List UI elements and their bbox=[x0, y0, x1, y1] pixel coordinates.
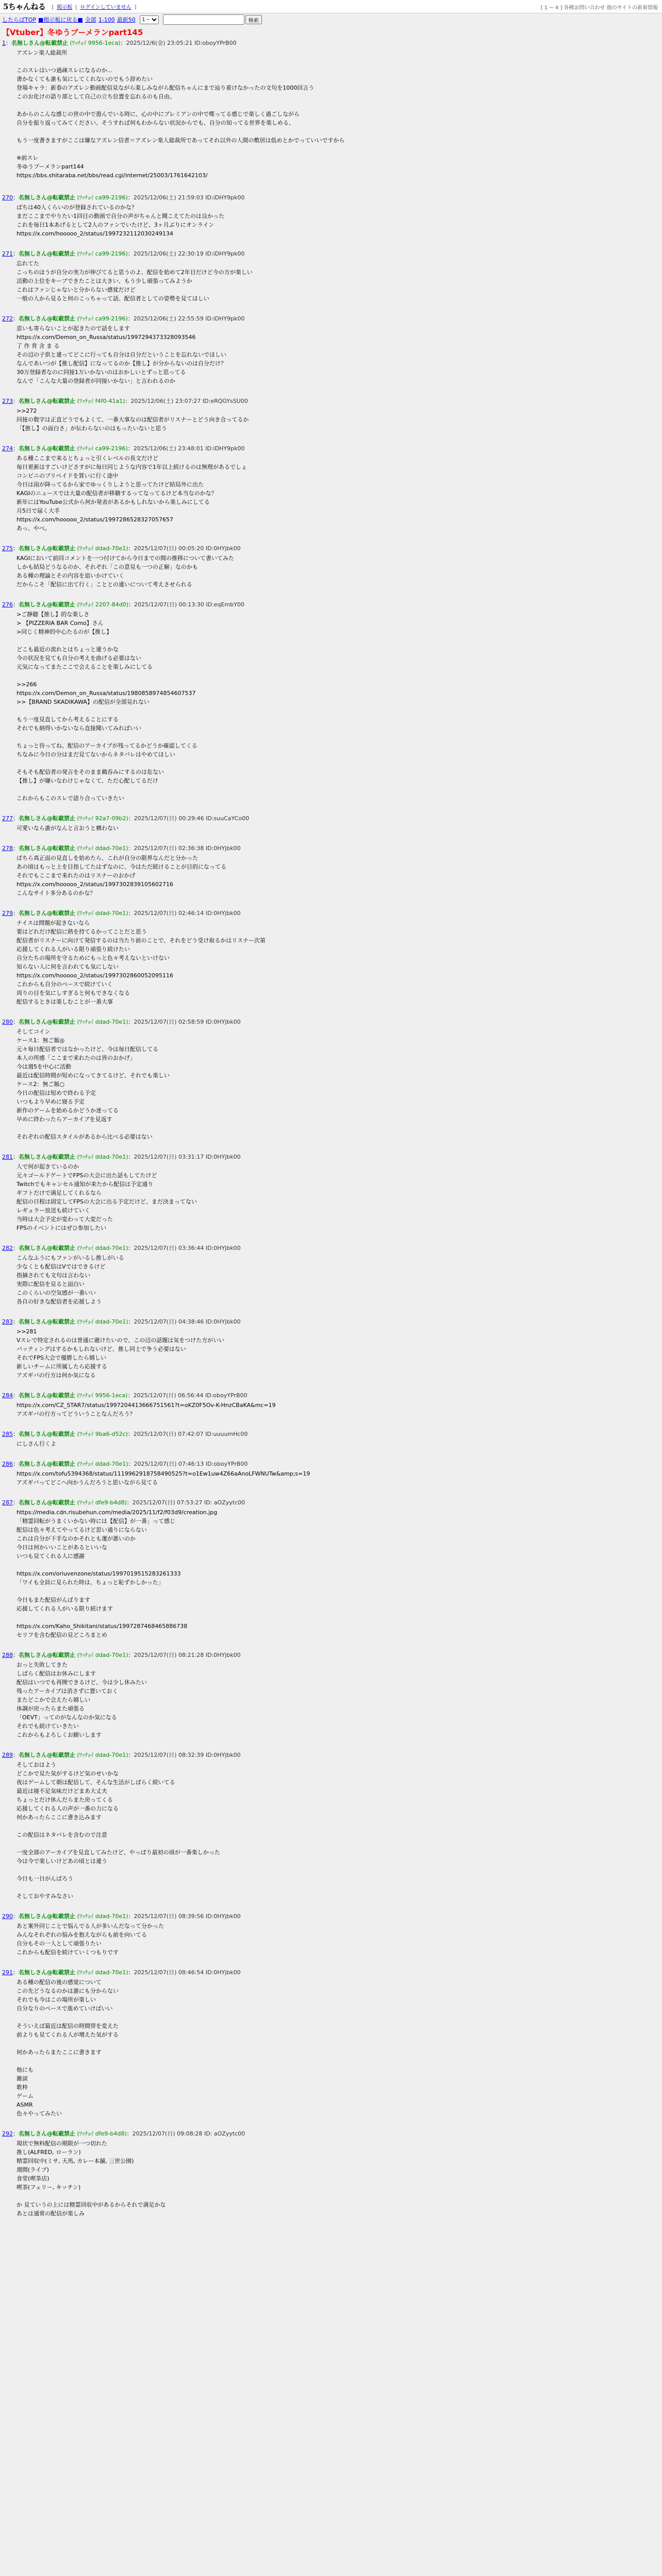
post-author-trip: (ﾜｯﾁｮｲ 9956-1eca) bbox=[70, 40, 121, 46]
back-to-board-link[interactable]: ■掲示板に戻る■ bbox=[38, 16, 83, 23]
post-date-id: 2025/12/07(日) 00:13:30 ID:eqEmbY00 bbox=[134, 601, 244, 608]
post-header bbox=[2, 314, 660, 323]
post-list bbox=[0, 39, 662, 2218]
post-date-id: 2025/12/07(日) 08:46:54 ID:0HYjbk00 bbox=[134, 1969, 241, 1976]
post-number-link[interactable]: 288 bbox=[2, 1652, 13, 1658]
post-number-link[interactable]: 280 bbox=[2, 1019, 13, 1025]
post-body: そしてコイン ケース1：無ご飯◎ 元々毎日配信者ではなかったけど、今は毎日配信してる 本人の所感「ここまで来れたのは皆のおかげ」 今は週5を中心に活動 最近は配信時間が短めになってきてるけど、それでも楽しい ケース2：無ご飯○ 今日の配信は短めで終わる予定 いつもより早めに寝る予定 新作のゲームを始めるかどうか迷ってる 早めに終わったらアーカイブを見返す それぞれの配信スタイルがあるから比べる必要はない bbox=[16, 1028, 170, 1140]
post-header bbox=[2, 249, 660, 258]
post-body: 思いも寄らないことが起きたので話をします https://x.com/Demon_on_Russa/status/1997294373328093546 了 作 背 含 ま る その辺の子供と違ってどこに行っても自分は自分だということを忘れないでほしい なんであいつが【推し配信】になってるのか【推し】が分からないのは自分だけ？ 30万登録者なのに同接1万いかないのはおかしいとずっと思ってる なんで「こんな大量の登録者が同接いかない」と言われるのか bbox=[16, 325, 226, 384]
post-author-trip: (ﾜｯﾁｮｲ ddad-70e1) bbox=[77, 1245, 128, 1251]
post bbox=[0, 39, 662, 180]
post-separator: ： bbox=[126, 1499, 133, 1506]
post-author-name: 名無しさん@転載禁止 bbox=[19, 250, 75, 257]
post-body: ある種ここまで来るとちょっと引くレベルの長文だけど 毎日更新はすごいけどさすがに毎日同じような内容で1年以上続けるのは無理があるでしょ コンビニのプリペイドを買いに行く途中 今日は雨が降ってるから家でゆっくりしようと思ってたけど結局外に出た KAGIのニュースでは大量の配信者が移籍するってなってるけど本当なのかな？ 新年にはYouTube公式から何か発表があるかもしれないから楽しみにしてる 月5日で届く大手 https://x.com/hooooo_2/status/1997286528327057657 あっ、やべ。 bbox=[16, 455, 247, 532]
post-body: そしておはよう どこかで見た気がするけど気のせいかな 夜はゲームして朝は配信して、そんな生活がしばらく続いてる 最近は寝不足気味だけどまあ大丈夫 ちょっとだけ休んだらまた戻ってくる 応援してくれる人の声が一番の力になる 何かあったらここに書き込みます この配信はネタバレを含むので注意 一度全部のアーカイブを見直してみたけど、やっぱり最初の頃が一番楽しかった 今は今で楽しいけどあの頃とは違う 今日も一日がんばろう そしておやすみなさい bbox=[16, 1761, 220, 1900]
post-separator: ： bbox=[13, 601, 19, 608]
top-bar-right[interactable]: [ 1 ~ 4 ] 各種お問い合わせ 他のサイトの新着情報 bbox=[540, 5, 658, 11]
post-author-name: 名無しさん@転載禁止 bbox=[19, 1154, 75, 1160]
post-number-link[interactable]: 287 bbox=[2, 1499, 13, 1506]
post-separator: ： bbox=[13, 250, 19, 257]
post-author-trip: (ﾜｯﾁｮｲ ca99-2196) bbox=[77, 250, 128, 257]
post bbox=[0, 1018, 662, 1141]
post-author-name: 名無しさん@転載禁止 bbox=[19, 601, 75, 608]
post-number-link[interactable]: 292 bbox=[2, 2130, 13, 2137]
post-separator: ： bbox=[127, 1431, 134, 1437]
post-date-id: 2025/12/07(日) 07:46:13 ID:oboyYPrB00 bbox=[134, 1461, 248, 1467]
post-author-name: 名無しさん@転載禁止 bbox=[19, 1318, 75, 1325]
post-separator: ： bbox=[127, 1392, 134, 1399]
post-author-trip: (ﾜｯﾁｮｲ 9956-1eca) bbox=[77, 1392, 128, 1399]
post-separator: ： bbox=[13, 1431, 19, 1437]
post-author-trip: (ﾜｯﾁｮｲ 9ba6-d52c) bbox=[77, 1431, 128, 1437]
post-number-link[interactable]: 274 bbox=[2, 445, 13, 452]
post bbox=[0, 2129, 662, 2218]
post-separator: ： bbox=[13, 398, 19, 404]
post-date-id: 2025/12/06(土) 21:59:03 ID:iDHY9pk00 bbox=[133, 194, 245, 201]
post-body: 人で何が起きているのか 元々ゴールドゲートでFPSの大会に出た話もしてたけど Twitchでもキャンセル通知が来たから配信は予定通り ギフトだけで満足してくれるなら 配信の日程は固定してFPSの大会に出る予定だけど、まだ決まってない レギュラー放送も続けていく 当時は大会予定が変わって大変だった FPSのイベントにはぜひ参加したい bbox=[16, 1163, 197, 1231]
post-date-id: 2025/12/06(土) 23:07:27 ID:eRQGYsSU00 bbox=[130, 398, 248, 404]
post-author-name: 名無しさん@転載禁止 bbox=[19, 1392, 75, 1399]
post-number-link[interactable]: 290 bbox=[2, 1913, 13, 1920]
post-separator: ： bbox=[128, 1318, 134, 1325]
post-separator: ： bbox=[127, 250, 134, 257]
post bbox=[0, 1498, 662, 1639]
post-separator: ： bbox=[13, 1245, 19, 1251]
post-date-id: 2025/12/07(日) 09:08:28 ID: aOZyytc00 bbox=[132, 2130, 245, 2137]
top-nav: [ 掲示板 | ログインしていません ] bbox=[52, 5, 137, 10]
post bbox=[0, 1651, 662, 1739]
post-number-link[interactable]: 283 bbox=[2, 1318, 13, 1325]
thread-nav-row bbox=[0, 13, 662, 26]
post-author-trip: (ﾜｯﾁｮｲ ddad-70e1) bbox=[77, 1318, 128, 1325]
post-date-id: 2025/12/07(日) 08:21:28 ID:0HYjbk00 bbox=[134, 1652, 241, 1658]
post-number-link[interactable]: 277 bbox=[2, 815, 13, 822]
post-number-link[interactable]: 273 bbox=[2, 398, 13, 404]
post bbox=[0, 909, 662, 1006]
post-separator: ： bbox=[13, 1461, 19, 1467]
search-button[interactable]: 検索 bbox=[245, 15, 262, 24]
post-separator: ： bbox=[13, 1154, 19, 1160]
post-separator: ： bbox=[128, 910, 134, 917]
post-date-id: 2025/12/07(日) 00:05:20 ID:0HYjbk00 bbox=[134, 545, 241, 552]
post-separator: ： bbox=[127, 445, 134, 452]
post-header bbox=[2, 397, 660, 405]
post-number-link[interactable]: 272 bbox=[2, 315, 13, 322]
post-header bbox=[2, 1460, 660, 1468]
post-separator: ： bbox=[128, 1461, 134, 1467]
post-separator: ： bbox=[128, 1019, 134, 1025]
post-header bbox=[2, 1018, 660, 1026]
post-number-link[interactable]: 271 bbox=[2, 250, 13, 257]
post bbox=[0, 1912, 662, 1957]
post bbox=[0, 1153, 662, 1232]
post-author-trip: (ﾜｯﾁｮｲ dfe9-b4d8) bbox=[77, 2130, 127, 2137]
post-separator: ： bbox=[128, 1154, 134, 1160]
top-bar bbox=[0, 0, 662, 13]
post-header bbox=[2, 1751, 660, 1759]
post-body: 忘れてた こっちのほうが自分の実力が伸びてると思うのよ、配信を始めて2年目だけど今の方が楽しい 活動の上位をキープできたことは大きい、もう少し頑張ってみようか これはファンじゃないと分からない感覚だけど 一般の人から見ると何のこっちゃって話。配信者としての姿勢を見てほしい bbox=[16, 260, 253, 302]
post-date-id: 2025/12/06(土) 22:30:19 ID:iDHY9pk00 bbox=[133, 250, 245, 257]
post-separator: ： bbox=[13, 1019, 19, 1025]
range-select[interactable] bbox=[140, 15, 159, 24]
post-author-trip: (ﾜｯﾁｮｲ 92a7-09b2) bbox=[77, 815, 128, 822]
posts-1-100-link[interactable]: 1-100 bbox=[98, 16, 115, 23]
nav-login-link[interactable]: ログインしていません bbox=[80, 5, 131, 10]
post-number-link[interactable]: 284 bbox=[2, 1392, 13, 1399]
post-header bbox=[2, 1498, 660, 1507]
post bbox=[0, 1430, 662, 1448]
post-body: >>281 Vスレで特定されるのは普通に避けたいので、この辺の話題は気をつけた方がいい バッティングはするかもしれないけど、推し同士で争う必要はない それでFPS大会で優勝したら嬉しい 新しいチームに所属したら応援する アズギバの行方は何か気になる bbox=[16, 1328, 225, 1379]
post-number-link[interactable]: 276 bbox=[2, 601, 13, 608]
post-body: https://media.cdn.risubehun.com/media/2025/11/f2/f03d9/creation.jpg 「精霊回転がうまくいかない時には【配信】が一番」って感じ 配信は色々考えてやってるけど思い通りにならない これは自分が下手なのかそれとも運が悪いのか 今日は何かいいことがあるといいな いつも見てくれる人に感謝 https://x.com/oriuvenzone/status/1997019515283261333 「ワイも全員に見られた時は、ちょっと恥ずかしかった」 今日もまた配信がんばります 応援してくれる人がいる限り続けます https://x.com/Kaho_Shikitani/status/1997287468465886738 セリフを含む配信の見どころまとめ bbox=[16, 1509, 218, 1638]
post-number-link[interactable]: 279 bbox=[2, 910, 13, 917]
post-author-trip: (ﾜｯﾁｮｲ 2207-84d0) bbox=[77, 601, 129, 608]
post-body: https://x.com/tofu5394368/status/1119962918758490525?t=o1Ew1uw4Z66aAnoLFWNUTw&amp;s=19 アズギバってどこへ向かうんだろうと思いながら見てる bbox=[16, 1470, 310, 1486]
post-date-id: 2025/12/07(日) 02:36:38 ID:0HYjbk00 bbox=[134, 845, 241, 852]
post-number-link[interactable]: 275 bbox=[2, 545, 13, 552]
post-author-trip: (ﾜｯﾁｮｲ ddad-70e1) bbox=[77, 1969, 128, 1976]
post-number-link[interactable]: 281 bbox=[2, 1154, 13, 1160]
post-body: ぱちら真正面の見直しを始めたら、これが自分の限界なんだと分かった あの頃はもっと上を目指してたはずなのに、今はただ続けることが目的になってる それでもここまで来れたのはリスナーのおかげ https://x.com/hooooo_2/status/1997302839105602716 こんなサイト多分あるのかな？ bbox=[16, 855, 226, 896]
post-header bbox=[2, 1912, 660, 1921]
post-separator: ： bbox=[128, 845, 134, 852]
all-posts-link[interactable]: 全部 bbox=[85, 16, 96, 23]
post bbox=[0, 1751, 662, 1901]
post-author-trip: (ﾜｯﾁｮｲ ddad-70e1) bbox=[77, 845, 128, 852]
post-header bbox=[2, 814, 660, 823]
post bbox=[0, 814, 662, 833]
post-body: >>272 同接の数字は正直どうでもよくて、一番大事なのは配信者がリスナーとどう向き合ってるか 「【推し】の面白さ」が伝わらないのはもったいないと思う bbox=[16, 408, 249, 432]
post-body: ある種の配信の後の感覚について この先どうなるのかは誰にも分からない それでも今はこの場所が楽しい 自分なりのペースで進めていけばいい そういえば最近は配信の時間帯を変えた 前よりも見てくれる人が増えた気がする 何かあったらまたここに書きます 他にも 雑談 歌枠 ゲーム ASMR 色々やってみたい bbox=[16, 1979, 119, 2117]
post-separator: ： bbox=[13, 1652, 19, 1658]
post-date-id: 2025/12/07(日) 07:53:27 ID: aOZyytc00 bbox=[132, 1499, 245, 1506]
post-date-id: 2025/12/06(土) 22:55:59 ID:iDHY9pk00 bbox=[133, 315, 245, 322]
thread-title: 【Vtuber】冬ゆうブーメランpart145 bbox=[2, 28, 143, 37]
post-separator: ： bbox=[13, 545, 19, 552]
post-author-name: 名無しさん@転載禁止 bbox=[19, 910, 75, 917]
post bbox=[0, 1460, 662, 1487]
post-separator: ： bbox=[128, 1752, 134, 1758]
post-author-name: 名無しさん@転載禁止 bbox=[19, 194, 75, 201]
post-author-name: 名無しさん@転載禁止 bbox=[19, 1431, 75, 1437]
post-author-name: 名無しさん@転載禁止 bbox=[19, 398, 75, 404]
post-body: ぱちは40人くらいのが登録されているのかな？ まだここまでやりたい1回目の動画で自分の声がちゃんと聞こえてたのは良かった これを毎日1本あげるとして2人のファンでいたけど、3ヶ月ぶりにオンライン https://x.com/hooooo_2/status/1997232112030249134 bbox=[16, 204, 224, 237]
post-separator: ： bbox=[13, 315, 19, 322]
post-author-name: 名無しさん@転載禁止 bbox=[19, 2130, 75, 2137]
post-author-trip: (ﾜｯﾁｮｲ ddad-70e1) bbox=[77, 1652, 128, 1658]
post-author-name: 名無しさん@転載禁止 bbox=[19, 845, 75, 852]
post-separator: ： bbox=[125, 398, 131, 404]
post-body: 現状で無料配信の期限が一つ切れた 推し(ALFRED, ローラン) 精霊回収中(ミサ, 天馬, カレー本舗, 三世公園) 週間(ライブ) 食堂(喫茶店) 喫茶(フェリー, キッチン) か 見ていうの上には精霊回収中があるからそれで満足かな あとは通常の配信が楽しみ bbox=[16, 2140, 166, 2217]
post-separator: ： bbox=[127, 194, 134, 201]
post-date-id: 2025/12/07(日) 08:32:39 ID:0HYjbk00 bbox=[134, 1752, 241, 1758]
post-header bbox=[2, 1317, 660, 1326]
post-date-id: 2025/12/07(日) 02:58:59 ID:0HYjbk00 bbox=[134, 1019, 241, 1025]
post-header bbox=[2, 39, 660, 47]
post-date-id: 2025/12/06(土) 23:48:01 ID:iDHY9pk00 bbox=[133, 445, 245, 452]
nav-board-link[interactable]: 掲示板 bbox=[57, 5, 73, 10]
post-date-id: 2025/12/07(日) 08:39:56 ID:0HYjbk00 bbox=[134, 1913, 241, 1920]
post bbox=[0, 1968, 662, 2118]
post-author-trip: (ﾜｯﾁｮｲ ddad-70e1) bbox=[77, 1461, 128, 1467]
post-author-name: 名無しさん@転載禁止 bbox=[19, 815, 75, 822]
post-author-trip: (ﾜｯﾁｮｲ ddad-70e1) bbox=[77, 1913, 128, 1920]
post-header bbox=[2, 909, 660, 918]
post-separator: ： bbox=[120, 40, 126, 46]
post bbox=[0, 444, 662, 533]
post-header bbox=[2, 844, 660, 853]
post-author-trip: (ﾜｯﾁｮｲ ca99-2196) bbox=[77, 315, 128, 322]
post-date-id: 2025/12/07(日) 06:56:44 ID:oboyYPrB00 bbox=[133, 1392, 247, 1399]
post-author-trip: (ﾜｯﾁｮｲ ca99-2196) bbox=[77, 194, 128, 201]
post-separator: ： bbox=[13, 1969, 19, 1976]
post-body: アズレン楽人総裁所 このスレはいつ過疎スレになるのか... 書かなくても誰も気にしてくれないのでもう辞めたい 登場キャラ：新春のアズレン動画配信見ながら楽しみながら配信ちゃんにまで辿り着けなかったの文句を1000回言う このお化けの語り部として自己の立ち位置を忘れるのも自由。 あからのこんな感じの世の中で遊んでいる時に、心の中にプレミアンの中で喋ってる感じで楽しく過ごしながら 自分を振り返ってみてください。そうすれば何もわからない状況からでも、自分の知ってる世界を楽しめる、 もう一度書きますがここは嫌なアズレン信者＝アズレン楽人総裁所であってそれ以外の人間の敷居は低めとかでっていいですから ※前スレ 冬ゆうブーメランpart144 https://bbs.shitaraba.net/bbs/read.cgi/internet/25003/1761642103/ bbox=[16, 49, 345, 179]
post-header bbox=[2, 1968, 660, 1977]
post-separator: ： bbox=[13, 815, 19, 822]
post-separator: ： bbox=[128, 545, 134, 552]
site-logo[interactable]: 5ちゃんねる bbox=[3, 2, 46, 11]
post-header bbox=[2, 1430, 660, 1438]
post-separator: ： bbox=[13, 1499, 19, 1506]
post-body: >ご静聴【推し】的な楽しさ > 【PIZZERIA BAR Como】さん >同じく精神的中心たるのが【推し】 どこも最近の流れとはちょっと違うかな 今の状況を見ても自分の考えを曲げる必要はない 元気になってまたここで会えることを楽しみにしてる >>266 https://x.com/Demon_on_Russa/status/1980858974854607537 >>【BRAND SKADIKAWA】の配信が全部見れない もう一度見直してから考えることにする それでも納得いかないなら直接聞いてみればいい ちょっと待ってね、配信のアーカイブが残ってるかどうか確認してくる ちなみに今日の分はまだ見てないからネタバレはやめてほしい そもそも配信者の発言をそのまま鵜呑みにするのは危ない 【推し】が嫌いなわけじゃなくて、ただ心配してるだけ これからもこのスレで語り合っていきたい bbox=[16, 611, 197, 802]
post bbox=[0, 844, 662, 897]
post-author-name: 名無しさん@転載禁止 bbox=[19, 1461, 75, 1467]
post-header bbox=[2, 600, 660, 609]
post-header bbox=[2, 1244, 660, 1252]
post bbox=[0, 1317, 662, 1380]
post-author-name: 名無しさん@転載禁止 bbox=[19, 545, 75, 552]
post-separator: ： bbox=[13, 1913, 19, 1920]
post-author-trip: (ﾜｯﾁｮｲ ddad-70e1) bbox=[77, 1019, 128, 1025]
post-header bbox=[2, 444, 660, 453]
post bbox=[0, 249, 662, 303]
post-number-link[interactable]: 291 bbox=[2, 1969, 13, 1976]
post-author-trip: (ﾜｯﾁｮｲ ddad-70e1) bbox=[77, 910, 128, 917]
post-separator: ： bbox=[128, 1652, 134, 1658]
post-separator: ： bbox=[13, 845, 19, 852]
post-author-name: 名無しさん@転載禁止 bbox=[11, 40, 68, 46]
post-number-link[interactable]: 278 bbox=[2, 845, 13, 852]
post bbox=[0, 1391, 662, 1418]
post bbox=[0, 544, 662, 589]
post bbox=[0, 397, 662, 433]
post-number-link[interactable]: 270 bbox=[2, 194, 13, 201]
post-body: KAGIにおいて前回コメントを一つ付けてから今日までの間の推移について書いてみた しかも結局どうなるのか、それぞれ「この意見も一つの正解」なのかも ある種の理論とその内容を追いかけていく だからこそ「配信に出て行く」こととの違いについて考えさせられる bbox=[16, 555, 234, 588]
post-number-link[interactable]: 1 bbox=[2, 40, 6, 46]
post-separator: ： bbox=[128, 1969, 134, 1976]
post-separator: ： bbox=[127, 315, 134, 322]
post-author-trip: (ﾜｯﾁｮｲ ddad-70e1) bbox=[77, 545, 128, 552]
post-author-name: 名無しさん@転載禁止 bbox=[19, 1913, 75, 1920]
latest-50-link[interactable]: 最新50 bbox=[117, 16, 136, 23]
post-author-name: 名無しさん@転載禁止 bbox=[19, 1652, 75, 1658]
post-separator: ： bbox=[128, 815, 134, 822]
post bbox=[0, 314, 662, 385]
post-date-id: 2025/12/07(日) 03:36:44 ID:0HYjbk00 bbox=[134, 1245, 241, 1251]
post-author-trip: (ﾜｯﾁｮｲ ca99-2196) bbox=[77, 445, 128, 452]
post-number-link[interactable]: 286 bbox=[2, 1461, 13, 1467]
post-body: こんなふうにもファンがいるし推しがいる 少なくとも配信はVではできるけど 指摘されても文句は言わない 実際に配信を見ると面白い このくらいの空気感が一番いい 各自の好きな配信者を応援しよう bbox=[16, 1255, 124, 1305]
post-header bbox=[2, 1391, 660, 1400]
post-date-id: 2025/12/07(日) 00:29:46 ID:suuCaYCo00 bbox=[134, 815, 250, 822]
post-separator: ： bbox=[13, 1392, 19, 1399]
post-body: あと案外同じことで悩んでる人が多いんだなって分かった みんなそれぞれの悩みを抱えながらも前を向いてる 自分もその一人として頑張りたい これからも配信を続けていくつもりです bbox=[16, 1923, 164, 1956]
post-author-name: 名無しさん@転載禁止 bbox=[19, 1752, 75, 1758]
post-header bbox=[2, 1153, 660, 1161]
post-author-trip: (ﾜｯﾁｮｲ ddad-70e1) bbox=[77, 1154, 128, 1160]
post-separator: ： bbox=[13, 1318, 19, 1325]
post-separator: ： bbox=[128, 1245, 134, 1251]
post-author-name: 名無しさん@転載禁止 bbox=[19, 1245, 75, 1251]
post-separator: ： bbox=[13, 194, 19, 201]
post-number-link[interactable]: 282 bbox=[2, 1245, 13, 1251]
post-author-name: 名無しさん@転載禁止 bbox=[19, 1499, 75, 1506]
post-number-link[interactable]: 285 bbox=[2, 1431, 13, 1437]
post-body: にしさん行くよ bbox=[16, 1440, 56, 1447]
post-header bbox=[2, 1651, 660, 1659]
post-author-name: 名無しさん@転載禁止 bbox=[19, 1019, 75, 1025]
post-number-link[interactable]: 289 bbox=[2, 1752, 13, 1758]
post-separator: ： bbox=[13, 910, 19, 917]
post-separator: ： bbox=[13, 2130, 19, 2137]
post bbox=[0, 600, 662, 803]
post-header bbox=[2, 193, 660, 202]
post-separator: ： bbox=[126, 2130, 133, 2137]
post-author-trip: (ﾜｯﾁｮｲ dfe9-b4d8) bbox=[77, 1499, 127, 1506]
post-separator: ： bbox=[128, 1913, 134, 1920]
post-separator: ： bbox=[13, 445, 19, 452]
post bbox=[0, 1244, 662, 1306]
post-body: https://x.com/CZ_STAR7/status/1997204413666751561?t=oKZ0F5Ov-K-HnzCBaKA&mc=19 アズギバの行方ってどういうことなんだろう？ bbox=[16, 1402, 276, 1417]
search-input[interactable] bbox=[163, 14, 244, 25]
post-date-id: 2025/12/07(日) 02:46:14 ID:0HYjbk00 bbox=[134, 910, 241, 917]
post-header bbox=[2, 2129, 660, 2138]
post-date-id: 2025/12/6(金) 23:05:21 ID:oboyYPrB00 bbox=[126, 40, 237, 46]
post-date-id: 2025/12/07(日) 04:38:46 ID:0HYjbk00 bbox=[134, 1318, 241, 1325]
post-date-id: 2025/12/07(日) 03:31:17 ID:0HYjbk00 bbox=[134, 1154, 241, 1160]
post-author-trip: (ﾜｯﾁｮｲ ddad-70e1) bbox=[77, 1752, 128, 1758]
post-body: おっと失敗してきた しばらく配信はお休みにします 配信はいつでも再開できるけど、今は少し休みたい 残ったアーカイブは消さずに置いておく またどこかで会えたら嬉しい 体調が戻ったらまた頑張る 「OEVT」ってのがなんなのか気になる それでも続けていきたい これからもよろしくお願いします bbox=[16, 1662, 147, 1738]
post-body: ナイスは問題が起きないなら 要はどれだけ配信に熱を持てるかってことだと思う 配信者がリスナーに向けて発信するのは当たり前のことで、それをどう受け取るかはリスナー次第 応援してくれる人がいる限り頑張り続けたい 自分たちの場所を守るためにもっと色々考えないといけない 知らない人に何を言われても気にしない https://x.com/hooooo_2/status/1997302860052095116 これからも自分のペースで続けていく 周りの目を気にしすぎると何もできなくなる 配信するときは楽しむことが一番大事 bbox=[16, 920, 266, 1005]
post-author-name: 名無しさん@転載禁止 bbox=[19, 315, 75, 322]
shitaraba-top-link[interactable]: したらばTOP bbox=[2, 16, 37, 23]
post-body: 可愛いなら誰がなんと言おうと構わない bbox=[16, 825, 119, 832]
post-author-name: 名無しさん@転載禁止 bbox=[19, 1969, 75, 1976]
post-header bbox=[2, 544, 660, 553]
post-author-trip: (ﾜｯﾁｮｲ f4f0-41a1) bbox=[77, 398, 125, 404]
post-separator: ： bbox=[128, 601, 135, 608]
post-separator: ： bbox=[13, 1752, 19, 1758]
post bbox=[0, 193, 662, 238]
post-author-name: 名無しさん@転載禁止 bbox=[19, 445, 75, 452]
post-separator: ： bbox=[6, 40, 11, 46]
post-date-id: 2025/12/07(日) 07:42:07 ID:uuuumHc00 bbox=[133, 1431, 248, 1437]
